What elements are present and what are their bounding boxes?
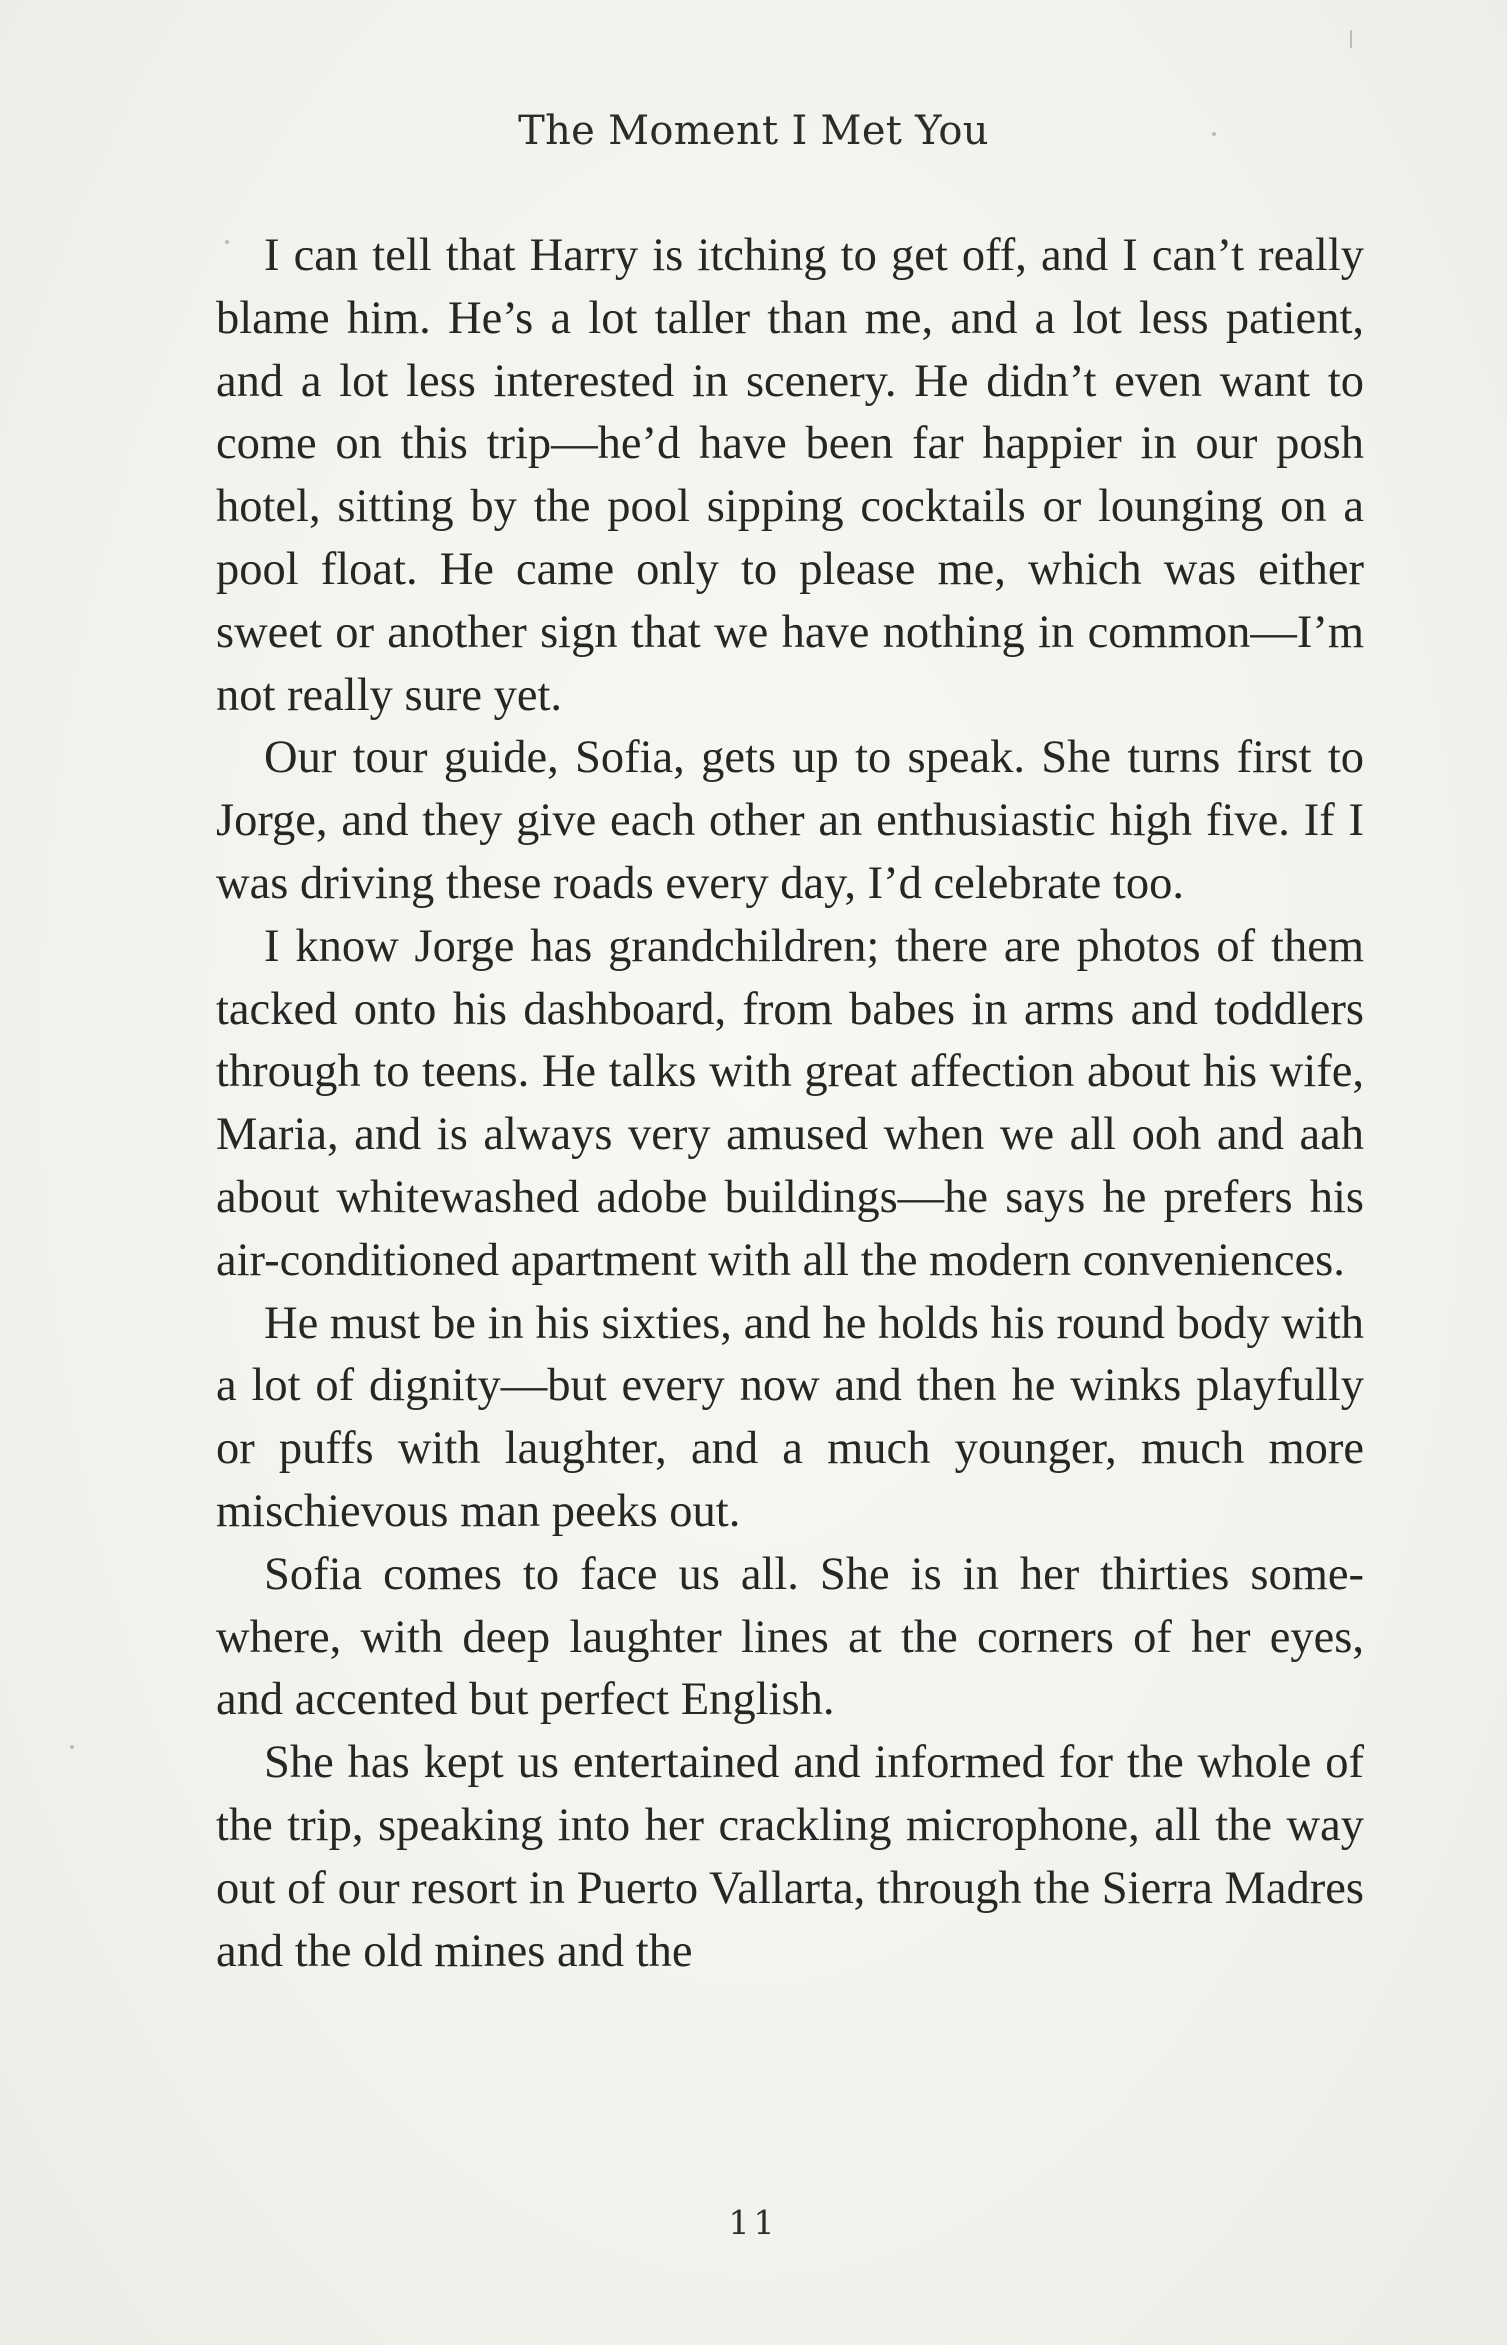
body-text bbox=[216, 225, 1364, 1983]
paper-speck bbox=[70, 1745, 74, 1749]
paragraph: She has kept us entertained and informed for the whole of the trip, speaking into her crackling microphone, all the way out of our resort in Puerto Vallarta, through the Sierra Madres and the old mines and the bbox=[216, 1737, 1364, 1977]
page-number: 11 bbox=[728, 2203, 779, 2242]
paper-speck bbox=[1350, 30, 1352, 48]
paper-speck bbox=[225, 240, 229, 244]
paragraph: I know Jorge has grandchildren; there are photos of them tacked onto his dashboard, from babes in arms and toddlers through to teens. He talks with great affection about his wife, Maria, and is always very amused when we all ooh and aah about whitewashed adobe buildings—he says he prefers his air-conditioned apartment with all the modern conveniences. bbox=[216, 920, 1364, 1286]
paragraph: I can tell that Harry is itching to get off, and I can’t really blame him. He’s a lot taller than me, and a lot less patient, and a lot less interested in scenery. He didn’t even want to come on this trip—he’d have been far happier in our posh hotel, sitting by the pool sipping cocktails or lounging on a pool float. He came only to please me, which was either sweet or another sign that we have nothing in common—I’m not really sure yet. bbox=[216, 230, 1364, 721]
paragraph: He must be in his sixties, and he holds his round body with a lot of dignity—but every now and then he winks playfully or puffs with laughter, and a much younger, much more mischievous man peeks out. bbox=[216, 1297, 1364, 1537]
paragraph: Sofia comes to face us all. She is in her thirties somewhere, with deep laughter lines at the corners of her eyes, and accented but perfect English. bbox=[216, 1548, 1364, 1726]
paper-speck bbox=[1212, 132, 1216, 136]
paragraph: Our tour guide, Sofia, gets up to speak. She turns first to Jorge, and they give each other an enthusiastic high five. If I was driving these roads every day, I’d celebrate too. bbox=[216, 732, 1364, 909]
running-head-title: The Moment I Met You bbox=[518, 108, 989, 154]
